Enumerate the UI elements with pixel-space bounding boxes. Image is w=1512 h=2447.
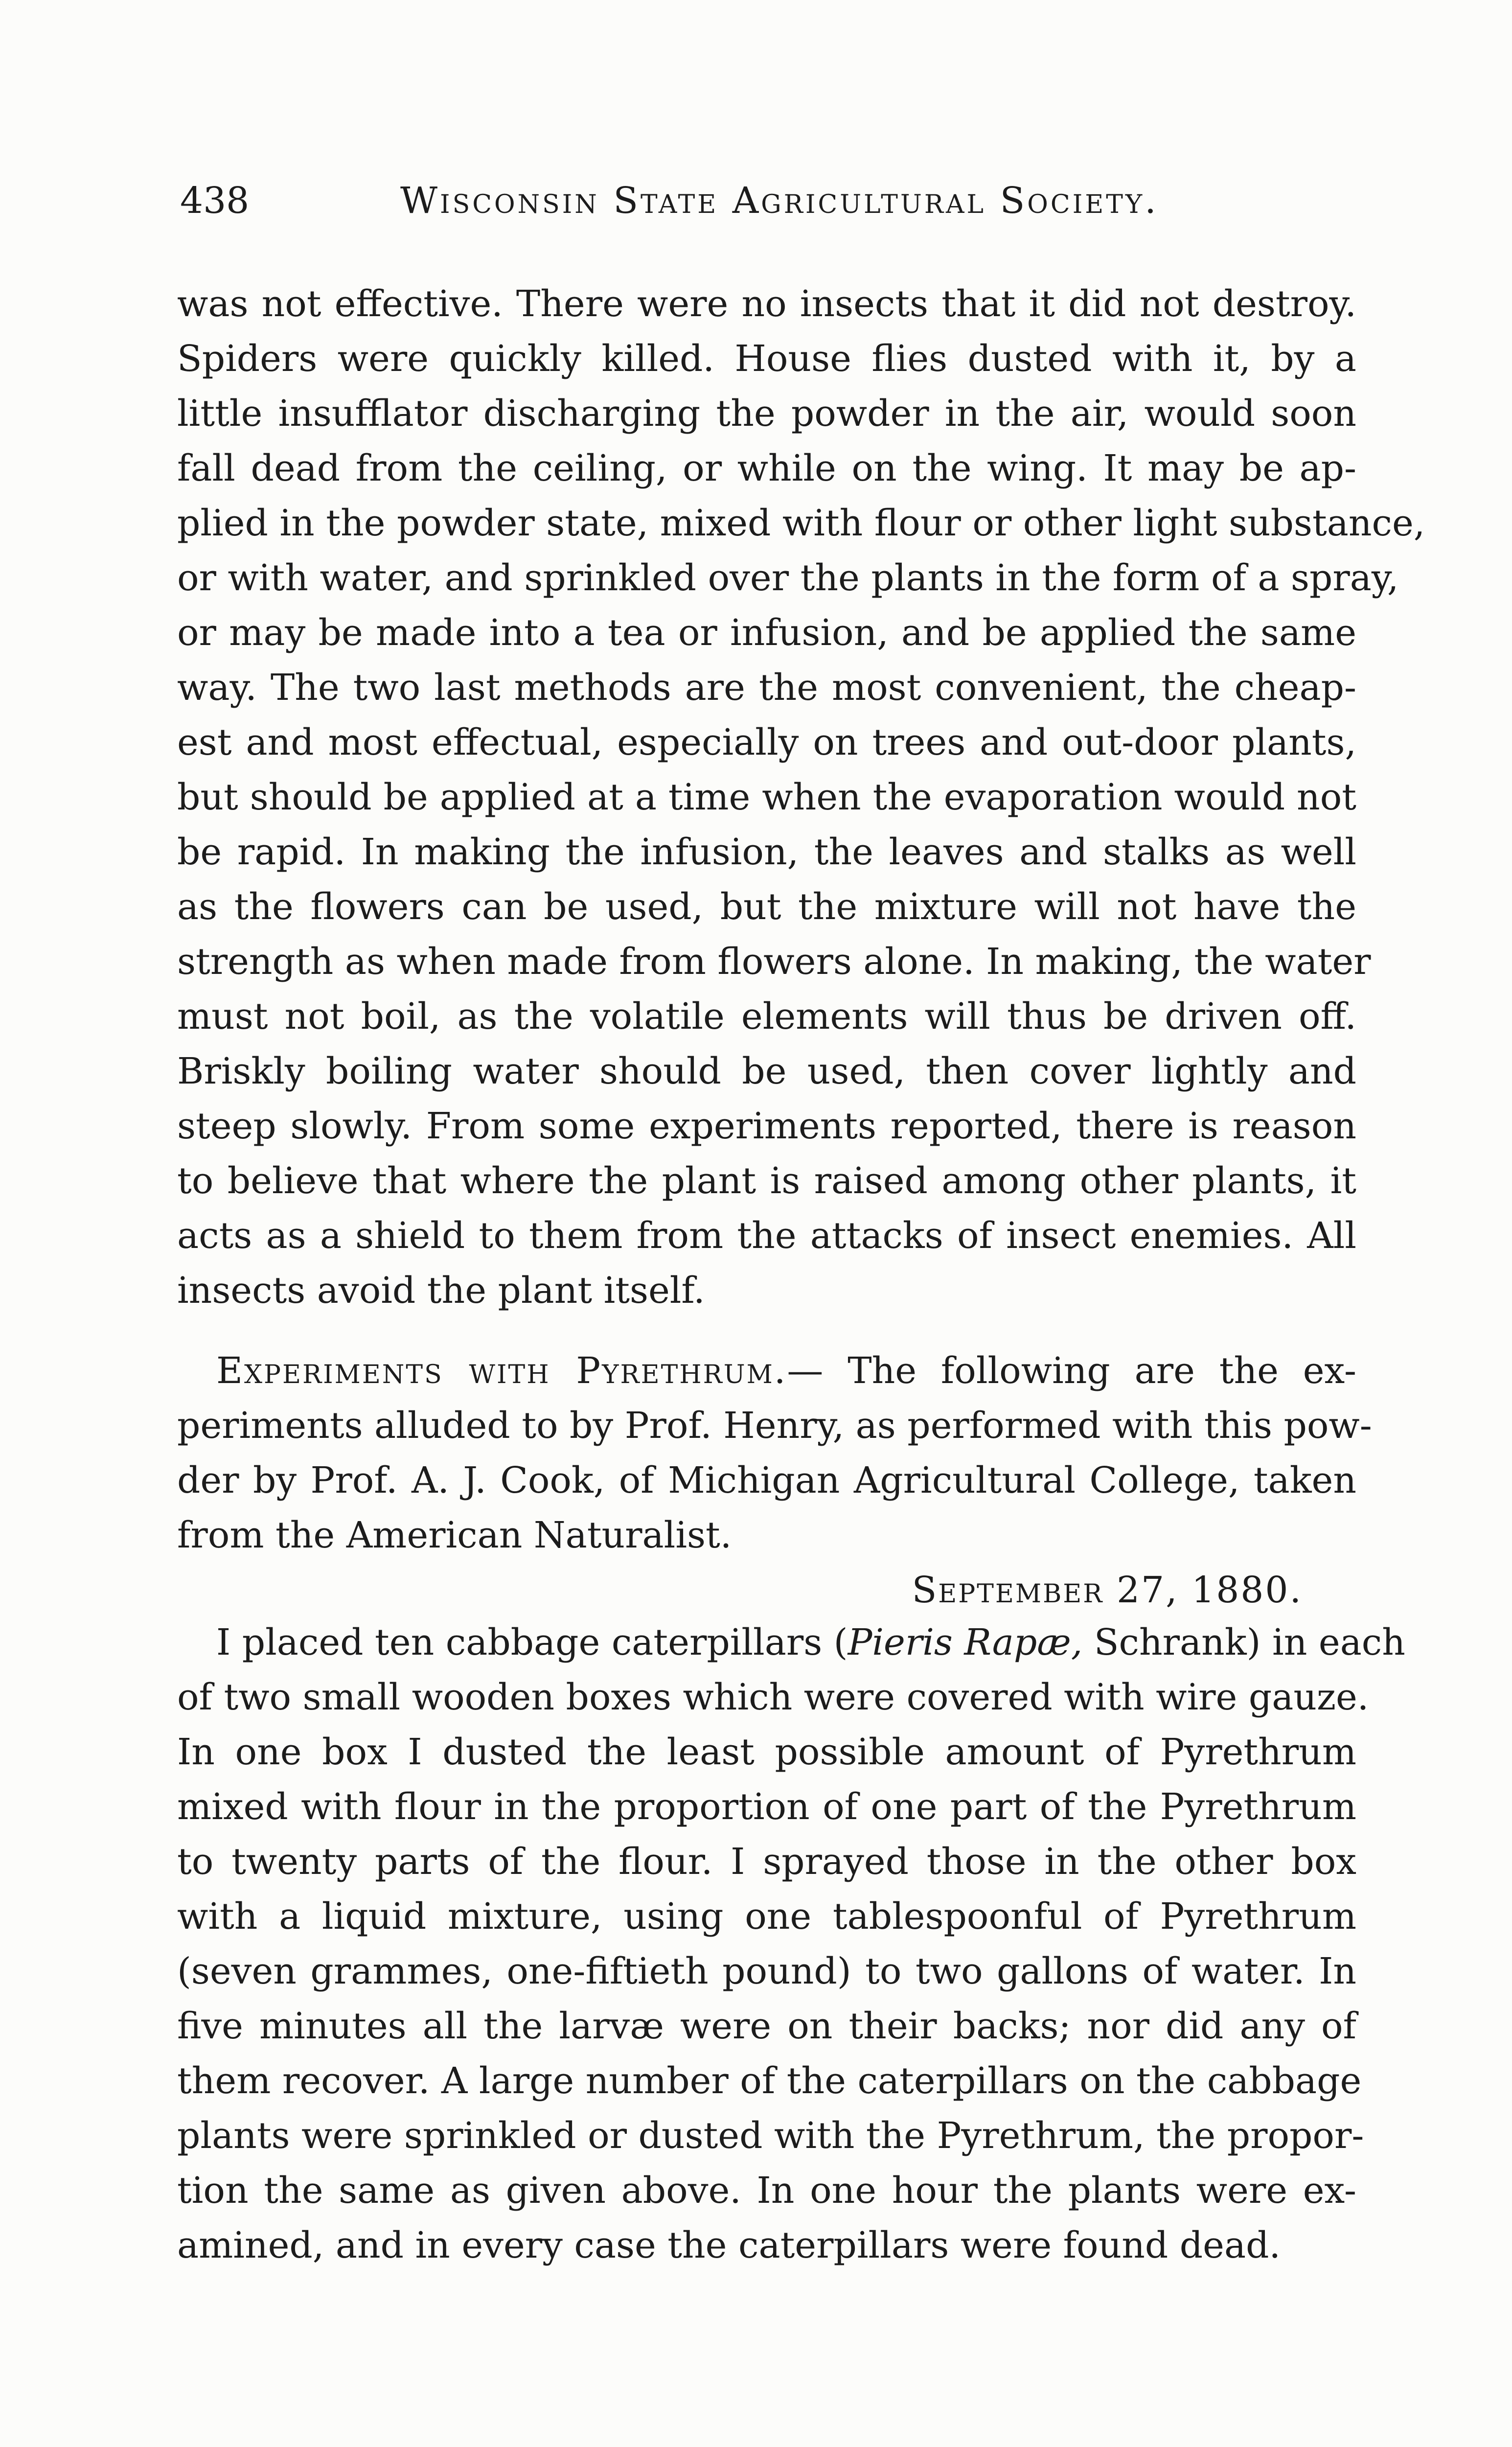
text-line: from the American Naturalist. (177, 1514, 732, 1556)
text-line: way. The two last methods are the most convenient, the cheap- (177, 667, 1356, 709)
text-fragment: — The following are the ex- (787, 1350, 1356, 1392)
text-line: to twenty parts of the flour. I sprayed those in the other box (177, 1841, 1356, 1883)
text-line: Briskly boiling water should be used, then cover lightly and (177, 1050, 1356, 1092)
running-head (180, 174, 1359, 228)
text-line: Spiders were quickly killed. House flies dusted with it, by a (177, 338, 1356, 380)
text-line: (seven grammes, one-fiftieth pound) to two gallons of water. In (177, 1950, 1356, 1992)
text-line (177, 1343, 1356, 1398)
text-line: acts as a shield to them from the attacks of insect enemies. All (177, 1215, 1356, 1257)
text-line: was not effective. There were no insects that it did not destroy. (177, 283, 1356, 325)
text-fragment: I placed ten cabbage caterpillars ( (216, 1621, 848, 1663)
text-line: plied in the powder state, mixed with flour or other light substance, (177, 502, 1425, 544)
text-line: plants were sprinkled or dusted with the Pyrethrum, the propor- (177, 2115, 1364, 2157)
text-line: with a liquid mixture, using one tablespoonful of Pyrethrum (177, 1895, 1356, 1938)
text-line: must not boil, as the volatile elements will thus be driven off. (177, 995, 1356, 1038)
text-line: amined, and in every case the caterpillars were found dead. (177, 2224, 1281, 2266)
text-line: of two small wooden boxes which were covered with wire gauze. (177, 1676, 1369, 1718)
text-line: little insufflator discharging the powder in the air, would soon (177, 392, 1356, 435)
text-line: as the flowers can be used, but the mixture will not have the (177, 886, 1356, 928)
text-line: fall dead from the ceiling, or while on the wing. It may be ap- (177, 447, 1356, 489)
text-line: der by Prof. A. J. Cook, of Michigan Agricultural College, taken (177, 1459, 1356, 1501)
species-name: Pieris Rapæ, (848, 1621, 1083, 1663)
text-line: them recover. A large number of the caterpillars on the cabbage (177, 2060, 1362, 2102)
page-number: 438 (180, 180, 250, 222)
text-line: est and most effectual, especially on trees and out-door plants, (177, 721, 1356, 763)
text-line: to believe that where the plant is raised among other plants, it (177, 1160, 1356, 1202)
text-line: mixed with flour in the proportion of one part of the Pyrethrum (177, 1786, 1356, 1828)
text-fragment: Schrank) in each (1082, 1621, 1405, 1663)
text-line: be rapid. In making the infusion, the leaves and stalks as well (177, 831, 1356, 873)
dateline: September 27, 1880. (912, 1569, 1303, 1611)
text-line: In one box I dusted the least possible amount of Pyrethrum (177, 1731, 1356, 1773)
text-line: but should be applied at a time when the evaporation would not (177, 776, 1356, 818)
text-line: strength as when made from flowers alone. In making, the water (177, 941, 1371, 983)
paragraph-pyrethrum-uses (177, 277, 1425, 1318)
text-line: insects avoid the plant itself. (177, 1270, 705, 1312)
text-line: or may be made into a tea or infusion, and be applied the same (177, 612, 1356, 654)
text-line: tion the same as given above. In one hour the plants were ex- (177, 2170, 1356, 2212)
text-line (177, 1615, 1405, 1670)
paragraph-experiments-intro (177, 1343, 1372, 1617)
paragraph-caterpillar-experiment (177, 1615, 1405, 2273)
text-line: steep slowly. From some experiments reported, there is reason (177, 1105, 1356, 1147)
text-line: or with water, and sprinkled over the plants in the form of a spray, (177, 557, 1399, 599)
section-heading: Experiments with Pyrethrum. (216, 1350, 787, 1392)
text-line: periments alluded to by Prof. Henry, as performed with this pow- (177, 1405, 1372, 1447)
running-title: Wisconsin State Agricultural Society. (400, 180, 1159, 222)
text-line: five minutes all the larvæ were on their backs; nor did any of (177, 2005, 1356, 2047)
